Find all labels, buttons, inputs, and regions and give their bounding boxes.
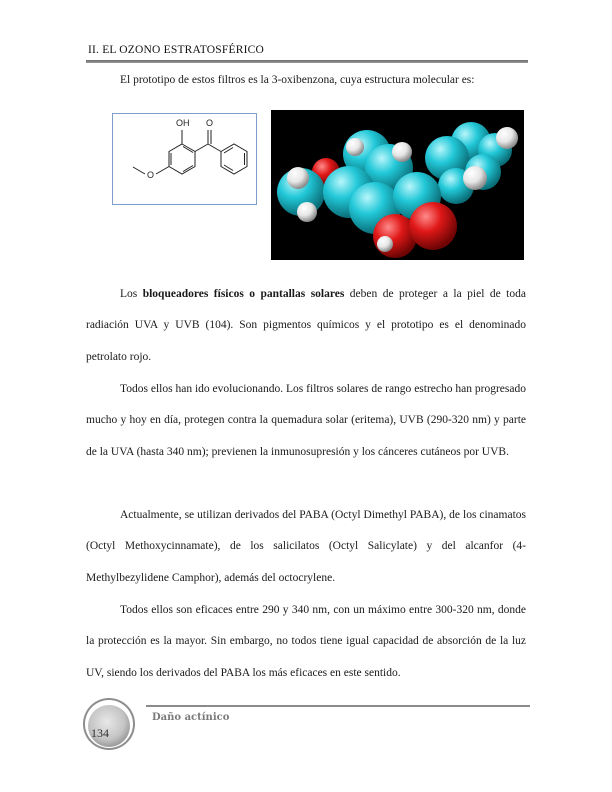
header-rule (86, 60, 528, 63)
p2-text: Todos ellos han ido evolucionando. Los filtros solares de rango estrecho han progresado mucho y hoy en día, protegen contra la quemadura solar (eritema), UVB (290-320 nm) y parte de la UVA (hasta 340 nm); previenen la inmunosupresión y los cánceres cutáneos por UVB. (86, 383, 526, 458)
structural-formula-figure (112, 113, 257, 205)
atom-hydrogen (287, 167, 309, 189)
atom-oxygen (409, 202, 457, 250)
intro-text: El prototipo de estos filtros es la 3-oxibenzona, cuya estructura molecular es: (120, 74, 475, 86)
atom-hydrogen (297, 202, 317, 222)
page-number: 134 (91, 726, 109, 740)
atom-hydrogen (392, 142, 412, 162)
running-header: II. EL OZONO ESTRATOSFÉRICO (88, 44, 264, 56)
atom-hydrogen (346, 138, 364, 156)
p1-bold-term: bloqueadores físicos o pantallas solares (142, 288, 345, 300)
atom-hydrogen (496, 127, 518, 149)
page-number-badge (82, 697, 136, 751)
p1-lead: Los (120, 288, 143, 300)
atom-hydrogen (463, 166, 487, 190)
ketone-o-label: O (206, 118, 214, 128)
atom-hydrogen (377, 236, 393, 252)
p3-text: Actualmente, se utilizan derivados del PABA (Octyl Dimethyl PABA), de los cinamatos (Octyl Methoxycinnamate), de los salicilatos (Octyl Salicylate) y del alcanfor (4-Methylbezylidene Camphor), además del octocrylene. (86, 509, 526, 584)
p1-rest: deben de proteger a la piel de toda radiación UVA y UVB (104). Son pigmentos químicos y el prototipo es el denominado petrolato rojo. (86, 288, 526, 363)
paragraph-evolution (86, 374, 526, 468)
paragraph-physical-blockers (86, 279, 526, 373)
p4-text: Todos ellos son eficaces entre 290 y 340 nm, con un máximo entre 300-320 nm, donde la protección es la mayor. Sin embargo, no todos tiene igual capacidad de absorción de la luz UV, siendo los derivados del PABA los más eficaces en este sentido. (86, 604, 526, 679)
footer-rule (146, 705, 530, 707)
paragraph-derivatives (86, 500, 526, 594)
oh-label: OH (176, 118, 190, 128)
ether-o-label: O (147, 170, 155, 180)
structural-formula-drawing (113, 114, 256, 204)
space-filling-model-drawing (271, 110, 524, 260)
space-filling-model-figure (271, 110, 524, 260)
paragraph-efficacy (86, 595, 526, 689)
footer-title: Daño actínico (152, 712, 230, 723)
